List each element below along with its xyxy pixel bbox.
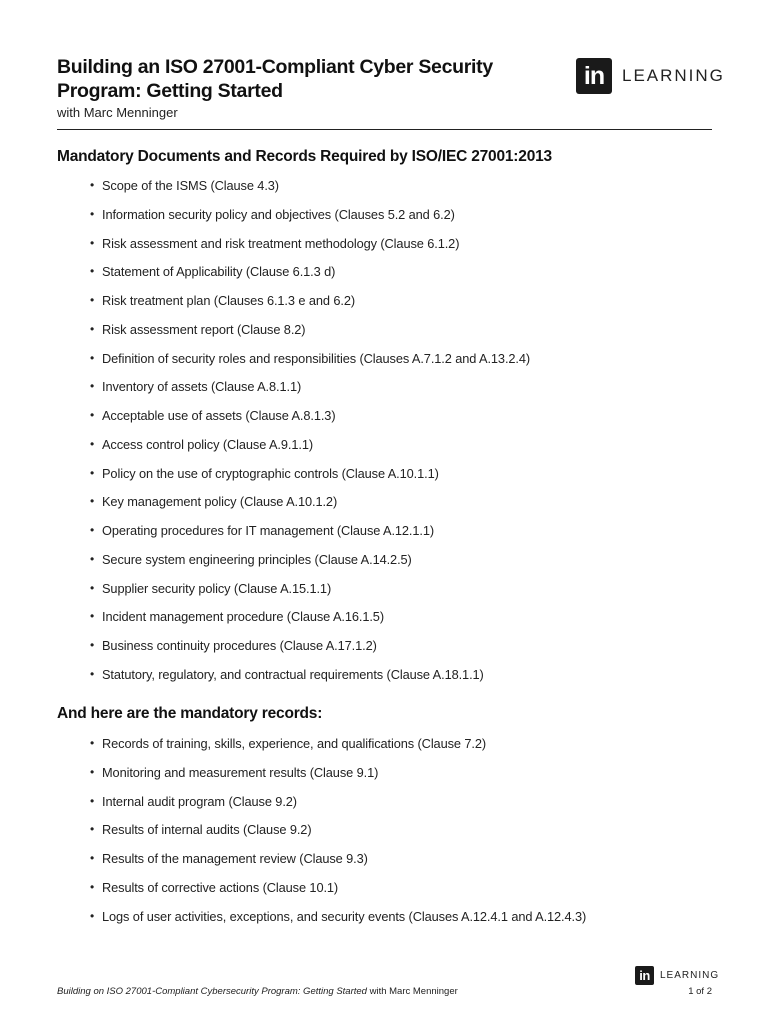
bullet-icon: • [90,321,95,336]
bullet-icon: • [90,436,95,451]
bullet-icon: • [90,908,95,923]
list-item-text: Results of corrective actions (Clause 10.1) [102,879,339,895]
header-divider [57,129,712,130]
footer-course-line [57,986,458,997]
bullet-icon: • [90,609,95,624]
documents-list [90,178,710,696]
list-item-text: Statement of Applicability (Clause 6.1.3 d) [102,264,336,280]
list-item [90,207,710,236]
bullet-icon: • [90,736,95,750]
bullet-icon: • [90,793,95,808]
bullet-icon: • [90,206,95,221]
bullet-icon: • [90,293,95,307]
list-item [90,351,710,380]
list-item [90,880,710,909]
list-item [90,494,710,523]
list-item [90,822,710,851]
list-item [90,264,710,293]
bullet-icon: • [90,523,95,537]
list-item-text: Key management policy (Clause A.10.1.2) [102,494,338,510]
footer-author: with Marc Menninger [366,986,458,997]
list-item-text: Internal audit program (Clause 9.2) [102,793,297,809]
list-item-text: Inventory of assets (Clause A.8.1.1) [102,379,302,395]
list-item [90,581,710,610]
bullet-icon: • [90,350,95,365]
bullet-icon: • [90,235,95,250]
page-number: 1 of 2 [688,986,712,997]
list-item-text: Logs of user activities, exceptions, and security events (Clauses A.12.4.1 and A.12.4.3) [102,908,587,924]
bullet-icon: • [90,764,95,779]
linkedin-learning-logo [576,57,725,94]
list-item [90,552,710,581]
list-item-text: Operating procedures for IT management (Clause A.12.1.1) [102,523,435,538]
list-item-text: Statutory, regulatory, and contractual requirements (Clause A.18.1.1) [102,666,484,682]
list-item [90,322,710,351]
footer-logo-wordmark: LEARNING [660,970,720,981]
bullet-icon: • [90,666,95,681]
bullet-icon: • [90,580,95,595]
bullet-icon: • [90,379,95,394]
list-item [90,609,710,638]
list-item [90,293,710,322]
list-item [90,523,710,552]
list-item-text: Scope of the ISMS (Clause 4.3) [102,178,279,193]
list-item-text: Business continuity procedures (Clause A.17.1.2) [102,638,377,653]
list-item-text: Access control policy (Clause A.9.1.1) [102,436,313,452]
list-item-text: Risk treatment plan (Clauses 6.1.3 e and 6.2) [102,293,355,308]
bullet-icon: • [90,551,95,566]
document-title: Building an ISO 27001-Compliant Cyber Security Program: Getting Started [57,56,493,102]
list-item [90,909,710,938]
list-item [90,437,710,466]
list-item-text: Risk assessment and risk treatment methodology (Clause 6.1.2) [102,235,460,251]
list-item [90,408,710,437]
list-item [90,638,710,667]
list-item-text: Records of training, skills, experience, and qualifications (Clause 7.2) [102,736,487,751]
list-item-text: Secure system engineering principles (Clause A.14.2.5) [102,551,412,567]
bullet-icon: • [90,851,95,865]
bullet-icon: • [90,879,95,894]
records-list [90,736,710,937]
list-item [90,851,710,880]
linkedin-in-icon: in [635,966,654,985]
list-item-text: Results of internal audits (Clause 9.2) [102,822,312,838]
bullet-icon: • [90,408,95,422]
linkedin-in-icon: in [576,58,612,94]
list-item-text: Results of the management review (Clause 9.3) [102,851,368,866]
bullet-icon: • [90,494,95,509]
list-item [90,667,710,696]
list-item-text: Incident management procedure (Clause A.16.1.5) [102,609,384,625]
list-item-text: Policy on the use of cryptographic controls (Clause A.10.1.1) [102,465,439,481]
list-item [90,236,710,265]
list-item [90,736,710,765]
bullet-icon: • [90,822,95,837]
bullet-icon: • [90,638,95,652]
logo-wordmark: LEARNING [622,65,725,85]
list-item [90,765,710,794]
list-item-text: Information security policy and objectives (Clauses 5.2 and 6.2) [102,206,455,222]
documents-heading: Mandatory Documents and Records Required by ISO/IEC 27001:2013 [57,148,552,165]
bullet-icon: • [90,264,95,279]
list-item-text: Risk assessment report (Clause 8.2) [102,321,306,337]
footer-course-title: Building on ISO 27001-Compliant Cybersecurity Program: Getting Started [57,986,367,997]
list-item [90,794,710,823]
list-item-text: Definition of security roles and responsibilities (Clauses A.7.1.2 and A.13.2.4) [102,350,531,366]
list-item [90,466,710,495]
bullet-icon: • [90,178,95,192]
list-item-text: Acceptable use of assets (Clause A.8.1.3) [102,408,336,423]
list-item [90,379,710,408]
list-item-text: Supplier security policy (Clause A.15.1.1) [102,580,332,596]
footer-logo [635,966,719,985]
list-item-text: Monitoring and measurement results (Clause 9.1) [102,764,379,780]
author-line: with Marc Menninger [57,105,178,120]
bullet-icon: • [90,465,95,480]
records-heading: And here are the mandatory records: [57,705,323,722]
list-item [90,178,710,207]
